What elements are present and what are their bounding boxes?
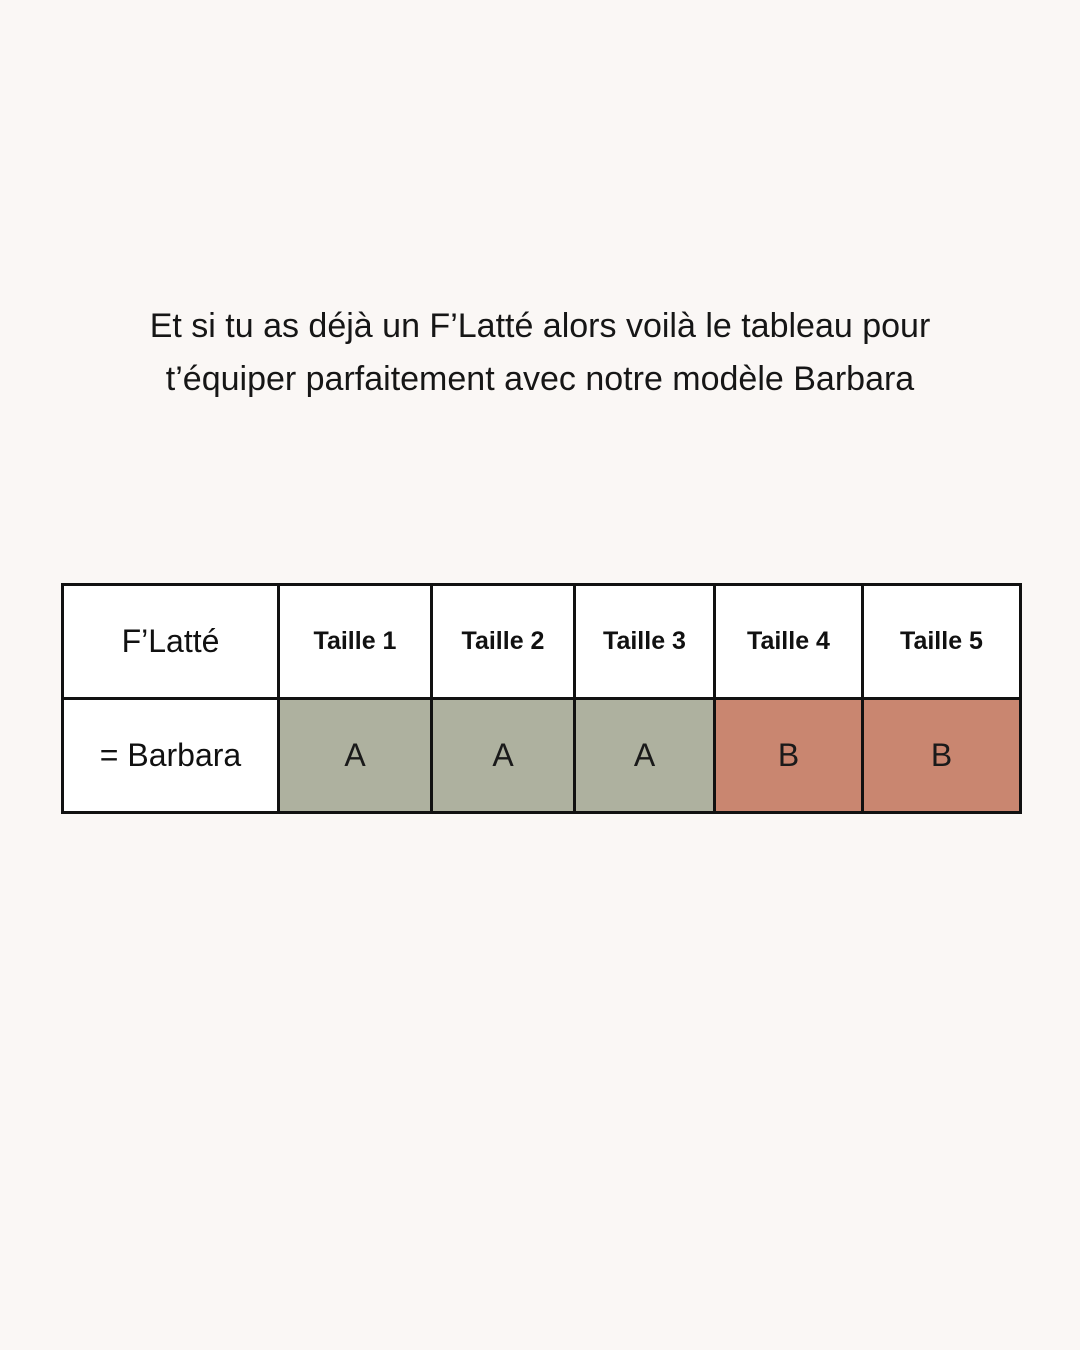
intro-line-2: t’équiper parfaitement avec notre modèle Barbara — [165, 360, 915, 398]
size-value-4: B — [715, 699, 863, 813]
size-value-5: B — [863, 699, 1021, 813]
size-value-3: A — [575, 699, 715, 813]
size-value-1: A — [279, 699, 432, 813]
size-header-3: Taille 3 — [575, 585, 715, 699]
flatte-header-cell: F’Latté — [63, 585, 279, 699]
size-correspondence-table — [61, 583, 1022, 814]
table-row — [63, 699, 1021, 813]
size-header-5: Taille 5 — [863, 585, 1021, 699]
intro-line-1: Et si tu as déjà un F’Latté alors voilà le tableau pour — [149, 307, 931, 345]
intro-text — [90, 300, 990, 406]
size-header-1: Taille 1 — [279, 585, 432, 699]
table-header-row — [63, 585, 1021, 699]
barbara-row-label: = Barbara — [63, 699, 279, 813]
size-header-2: Taille 2 — [432, 585, 575, 699]
size-header-4: Taille 4 — [715, 585, 863, 699]
size-value-2: A — [432, 699, 575, 813]
